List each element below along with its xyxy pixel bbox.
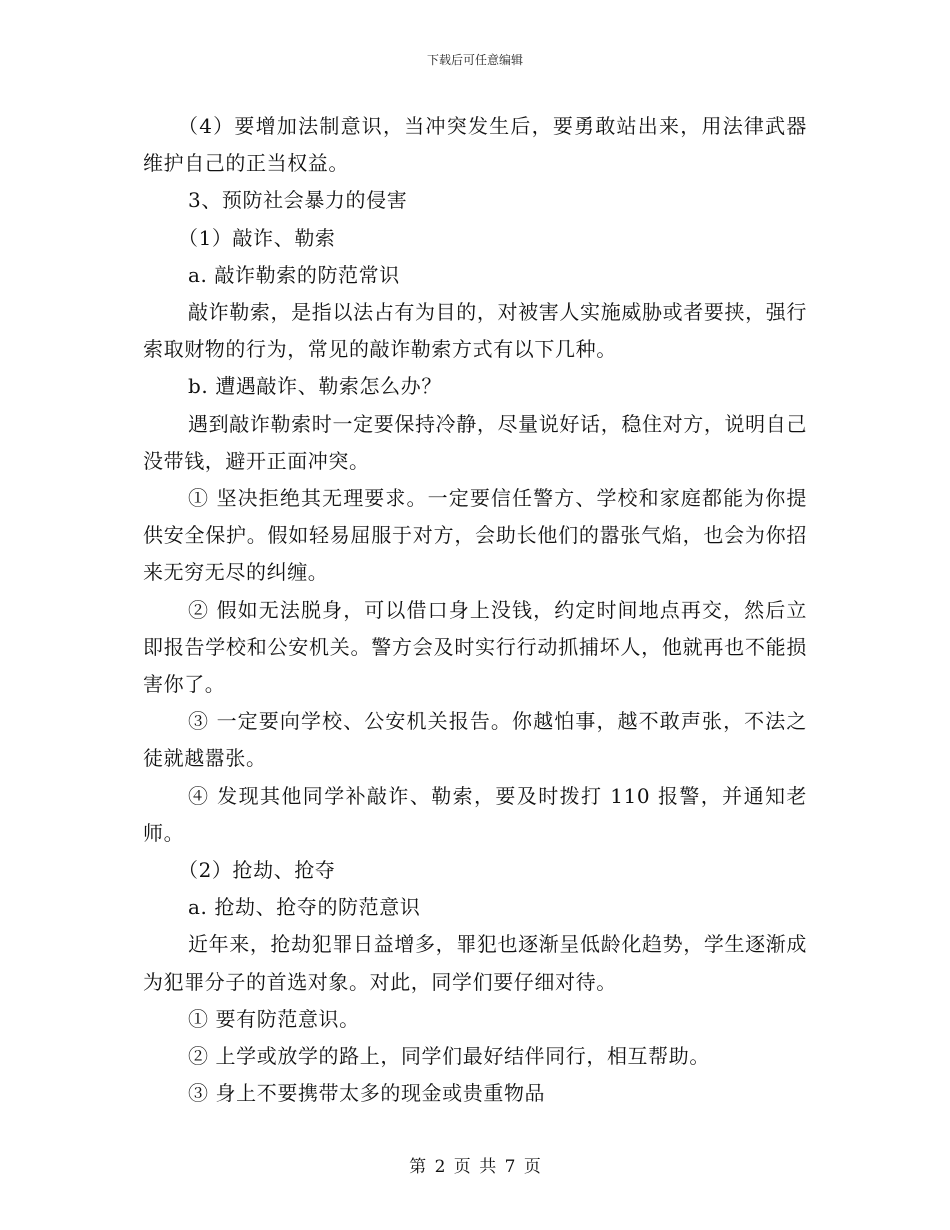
list-item: ④ 发现其他同学补敲诈、勒索，要及时拨打 110 报警，并通知老师。 — [143, 783, 807, 845]
subsection-item-heading: a. 敲诈勒索的防范常识 — [188, 262, 400, 287]
list-item: ① 要有防范意识。 — [188, 1006, 360, 1031]
paragraph: 近年来，抢劫犯罪日益增多，罪犯也逐渐呈低龄化趋势，学生逐渐成为犯罪分子的首选对象。对此，同学们要仔细对待。 — [143, 932, 807, 994]
list-item: ③ 一定要向学校、公安机关报告。你越怕事，越不敢声张，不法之徒就越嚣张。 — [143, 709, 807, 771]
subsection-heading: （2）抢劫、抢夺 — [178, 858, 336, 883]
page-header: 下载后可任意编辑 — [426, 53, 523, 67]
paragraph: 遇到敲诈勒索时一定要保持冷静，尽量说好话，稳住对方，说明自己没带钱，避开正面冲突。 — [143, 411, 807, 473]
subsection-item-heading: b. 遭遇敲诈、勒索怎么办？ — [188, 374, 442, 399]
section-heading: 3、预防社会暴力的侵害 — [188, 188, 408, 213]
paragraph: 敲诈勒索，是指以法占有为目的，对被害人实施威胁或者要挟，强行索取财物的行为，常见的敲诈勒索方式有以下几种。 — [143, 300, 807, 362]
paragraph: （4）要增加法制意识，当冲突发生后，要勇敢站出来，用法律武器维护自己的正当权益。 — [143, 114, 807, 176]
document-body — [143, 108, 807, 1112]
list-item: ③ 身上不要携带太多的现金或贵重物品 — [188, 1081, 546, 1106]
list-item: ① 坚决拒绝其无理要求。一定要信任警方、学校和家庭都能为你提供安全保护。假如轻易屈服于对方，会助长他们的嚣张气焰，也会为你招来无穷无尽的纠缠。 — [143, 486, 807, 585]
subsection-heading: （1）敲诈、勒索 — [178, 225, 336, 250]
page-footer: 第 2 页 共 7 页 — [409, 1157, 541, 1177]
subsection-item-heading: a. 抢劫、抢夺的防范意识 — [188, 895, 421, 920]
list-item: ② 假如无法脱身，可以借口身上没钱，约定时间地点再交，然后立即报告学校和公安机关。警方会及时实行行动抓捕坏人，他就再也不能损害你了。 — [143, 597, 807, 697]
list-item: ② 上学或放学的路上，同学们最好结伴同行，相互帮助。 — [188, 1044, 710, 1069]
